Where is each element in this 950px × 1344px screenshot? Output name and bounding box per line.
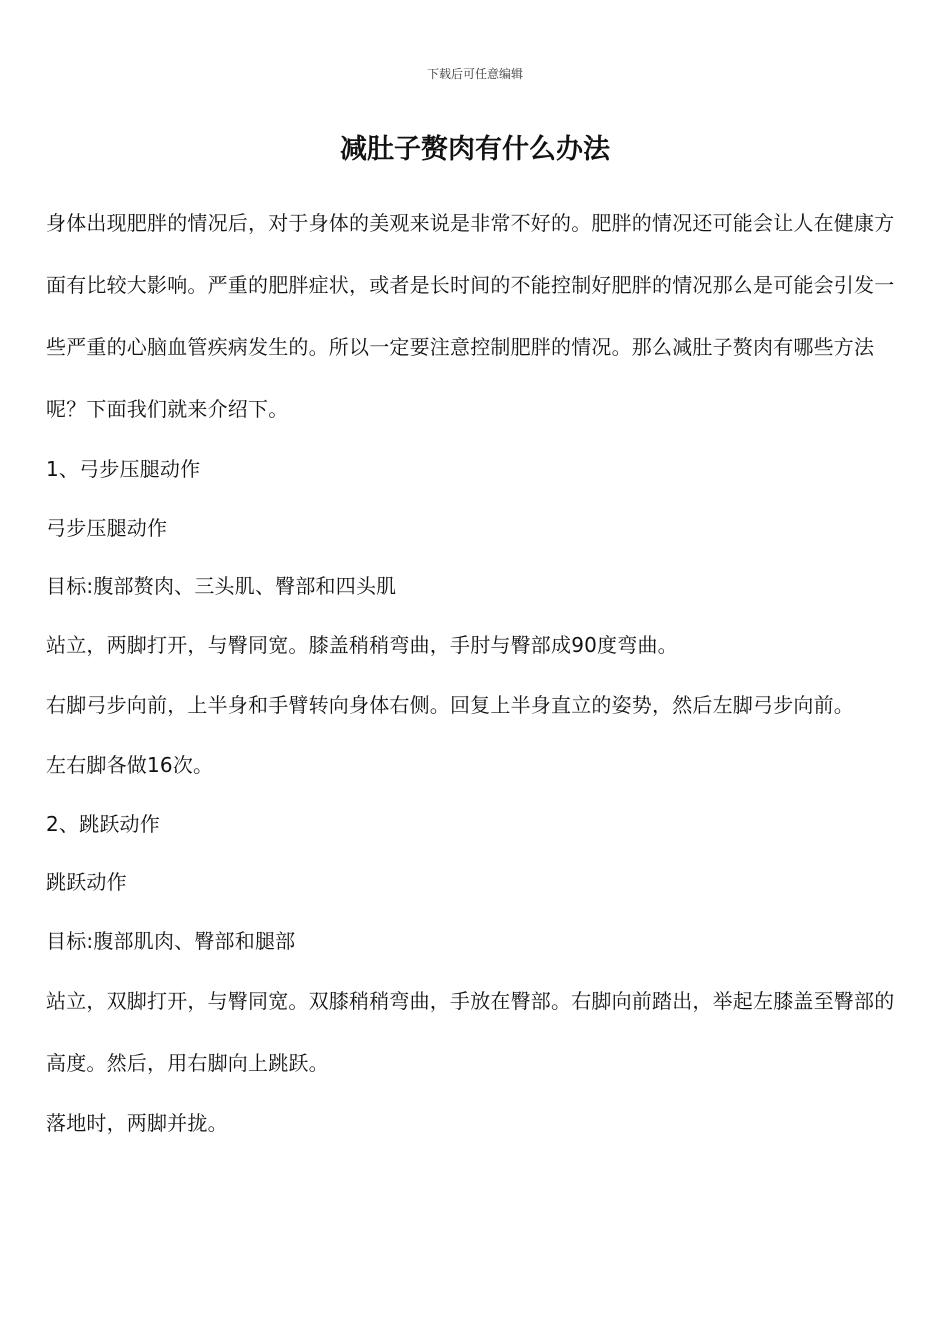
section-heading-jump: 2、跳跃动作 — [46, 811, 160, 836]
exercise-target-jump: 目标:腹部肌肉、臀部和腿部 — [46, 928, 296, 953]
exercise-name-lunge: 弓步压腿动作 — [46, 515, 168, 540]
exercise-step-lunge-2: 右脚弓步向前，上半身和手臂转向身体右侧。回复上半身直立的姿势，然后左脚弓步向前。 — [46, 693, 854, 717]
exercise-name-jump: 跳跃动作 — [46, 870, 127, 894]
section-heading-lunge: 1、弓步压腿动作 — [46, 457, 201, 481]
exercise-step-lunge-1: 站立，两脚打开，与臀同宽。膝盖稍稍弯曲，手肘与臀部成90度弯曲。 — [46, 632, 678, 657]
intro-paragraph: 身体出现肥胖的情况后，对于身体的美观来说是非常不好的。肥胖的情况还可能会让人在健康方面有比较大影响。严重的肥胖症状，或者是长时间的不能控制好肥胖的情况那么是可能会引发一些严重的心脑血管疾病发生的。所以一定要注意控制肥胖的情况。那么减肚子赘肉有哪些方法呢？下面我们就来介绍下。 — [46, 211, 895, 421]
exercise-step-jump-2: 落地时，两脚并拢。 — [46, 1111, 228, 1135]
exercise-step-jump-1: 站立，双脚打开，与臀同宽。双膝稍稍弯曲，手放在臀部。右脚向前踏出，举起左膝盖至臀部的高度。然后，用右脚向上跳跃。 — [46, 989, 895, 1075]
exercise-reps-lunge: 左右脚各做16次。 — [46, 753, 214, 777]
exercise-target-lunge: 目标:腹部赘肉、三头肌、臀部和四头肌 — [46, 574, 397, 598]
header-note: 下载后可任意编辑 — [426, 67, 523, 81]
document-title: 减肚子赘肉有什么办法 — [340, 134, 610, 165]
document-body — [46, 192, 908, 1153]
